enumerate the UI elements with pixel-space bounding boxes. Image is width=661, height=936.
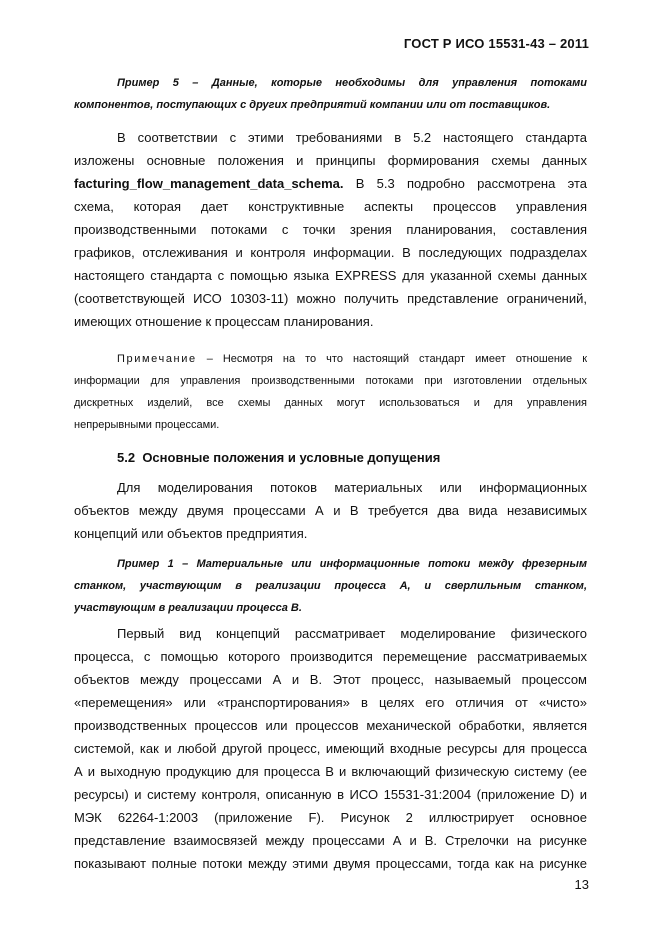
paragraph-line: изложены основные положения и принципы формирования схемы данных xyxy=(74,153,587,168)
paragraph-line: объектов между процессами А и В. Этот процесс, называемый процессом xyxy=(74,672,587,687)
note-line: непрерывными процессами. xyxy=(74,419,220,431)
paragraph-line: производственных процессов или процессов механической обработки, является xyxy=(74,718,587,733)
paragraph-line: объектов между двумя процессами А и В требуется два вида независимых xyxy=(74,503,587,518)
note-line: Примечание – Несмотря на то что настоящий стандарт имеет отношение к xyxy=(117,353,587,365)
section-number: 5.2 xyxy=(117,450,136,465)
paragraph-line: системой, как и любой другой процесс, имеющий входные ресурсы для процесса xyxy=(74,741,587,756)
paragraph-line: facturing_flow_management_data_schema. В 5.3 подробно рассмотрена эта xyxy=(74,176,587,191)
paragraph-line: ресурсы) и систему контроля, описанную в ИСО 15531-31:2004 (приложение D) и xyxy=(74,787,587,802)
note-line: информации для управления производственными потоками при изготовлении отдельных xyxy=(74,375,587,387)
example-1-line: Пример 1 – Материальные или информационные потоки между фрезерным xyxy=(117,558,587,570)
paragraph-line: концепций или объектов предприятия. xyxy=(74,526,308,541)
schema-name: facturing_flow_management_data_schema. xyxy=(74,176,344,191)
section-heading xyxy=(117,450,440,465)
paragraph-line: настоящего стандарта с помощью языка EXPRESS для указанной схемы данных xyxy=(74,268,587,283)
paragraph-line: Первый вид концепций рассматривает моделирование физического xyxy=(117,626,587,641)
paragraph-line: МЭК 62264-1:2003 (приложение F). Рисунок 2 иллюстрирует основное xyxy=(74,810,587,825)
paragraph-line: представление взаимосвязей между процессами А и В. Стрелочки на рисунке xyxy=(74,833,587,848)
paragraph-line: показывают полные потоки между этими двумя процессами, тогда как на рисунке xyxy=(74,856,587,871)
paragraph-modeling xyxy=(74,476,587,545)
note-block xyxy=(74,348,587,436)
note-line: дискретных изделий, все схемы данных могут использоваться и для управления xyxy=(74,397,587,409)
paragraph-line: Для моделирования потоков материальных или информационных xyxy=(117,480,587,495)
paragraph-line: (соответствующей ИСО 10303-11) можно получить представление ограничений, xyxy=(74,291,587,306)
section-title: Основные положения и условные допущения xyxy=(142,450,441,465)
example-5-line: Пример 5 – Данные, которые необходимы для управления потоками xyxy=(117,77,587,89)
example-1 xyxy=(74,553,587,619)
example-5 xyxy=(74,72,587,116)
paragraph-line: схема, которая дает конструктивные аспекты процессов управления xyxy=(74,199,587,214)
paragraph-line: производственными потоками с точки зрения планирования, составления xyxy=(74,222,587,237)
paragraph-requirements xyxy=(74,126,587,333)
standard-header: ГОСТ Р ИСО 15531-43 – 2011 xyxy=(403,36,589,51)
note-label: Примечание xyxy=(117,353,197,365)
paragraph-line: процесса, с помощью которого производится перемещение рассматриваемых xyxy=(74,649,587,664)
paragraph-line: имеющих отношение к процессам планирования. xyxy=(74,314,374,329)
paragraph-line: графиков, отслеживания и контроля информации. В последующих подразделах xyxy=(74,245,587,260)
paragraph-line: В соответствии с этими требованиями в 5.2 настоящего стандарта xyxy=(117,130,587,145)
example-1-line: станком, участвующим в реализации процесса А, и сверлильным станком, xyxy=(74,580,587,592)
page-number: 13 xyxy=(574,877,589,892)
paragraph-line: «перемещения» или «транспортирования» в целях его отличия от «чисто» xyxy=(74,695,587,710)
example-1-line: участвующим в реализации процесса В. xyxy=(74,602,302,614)
paragraph-line: А и выходную продукцию для процесса В и включающий физическую систему (ее xyxy=(74,764,587,779)
paragraph-first-concept xyxy=(74,622,587,875)
example-5-line: компонентов, поступающих с других предприятий компании или от поставщиков. xyxy=(74,99,551,111)
